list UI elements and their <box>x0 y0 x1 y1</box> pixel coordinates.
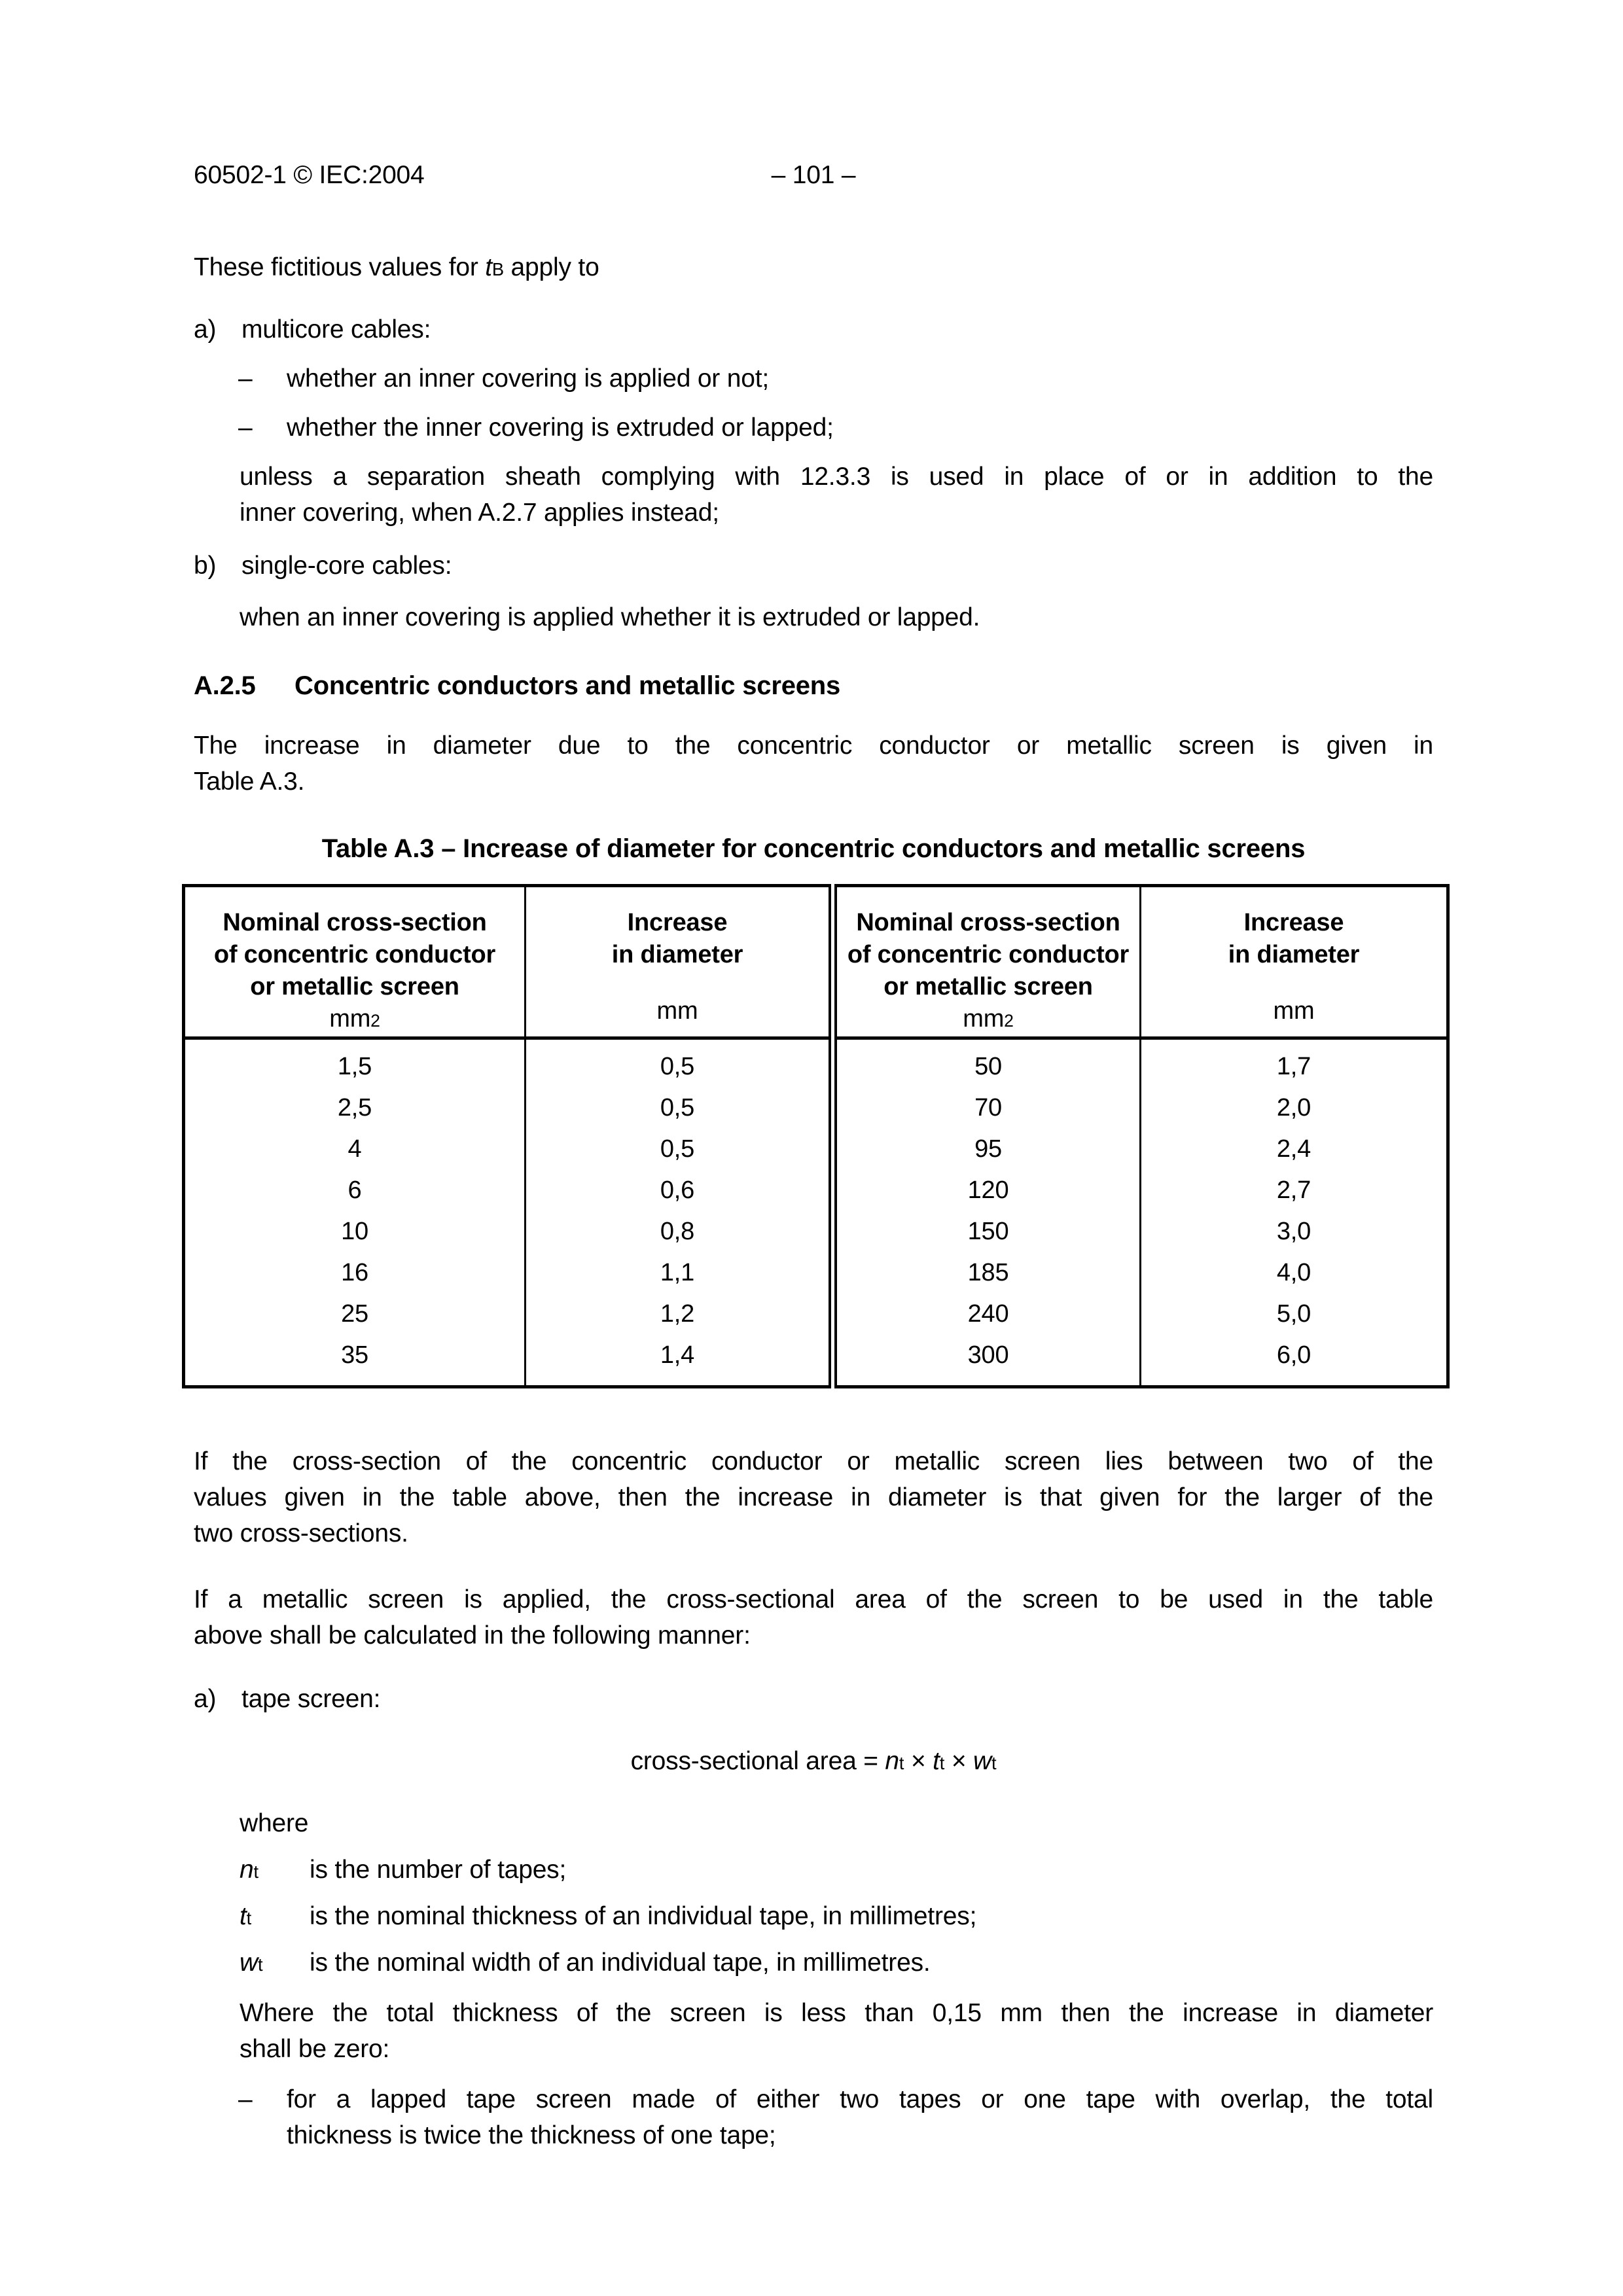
list-b-note: when an inner covering is applied whether it is extruded or lapped. <box>240 603 980 631</box>
cell-cross-section: 50 <box>833 1038 1141 1088</box>
cell-increase: 2,7 <box>1141 1170 1448 1211</box>
table-row <box>184 1294 1448 1335</box>
paragraph-line: If the cross-section of the concentric conductor or metallic screen lies between two of the <box>194 1447 1433 1475</box>
subscript-b: B <box>491 259 504 279</box>
header-line: Nominal cross-section <box>856 909 1120 936</box>
header-line: Increase <box>1243 909 1344 936</box>
cell-cross-section: 240 <box>833 1294 1141 1335</box>
definition-text: is the nominal width of an individual tape, in millimetres. <box>310 1949 931 1977</box>
header-line: in diameter <box>1228 941 1360 968</box>
dash-item-text: whether an inner covering is applied or not; <box>287 364 769 393</box>
header-cell-content <box>185 887 524 1036</box>
intro-paragraph <box>194 249 1433 285</box>
paragraph-total-thickness <box>240 1995 1433 2067</box>
cell-cross-section: 185 <box>833 1252 1141 1294</box>
unit-mm: mm <box>656 997 698 1025</box>
cell-increase: 6,0 <box>1141 1335 1448 1387</box>
header-line: of concentric conductor <box>847 941 1130 968</box>
unit-mm2: $mm^2$ <box>963 1005 1014 1033</box>
paragraph-metallic-screen <box>194 1581 1433 1653</box>
header-cell-content <box>837 887 1139 1036</box>
header-cross-section-right <box>833 886 1141 1038</box>
variable-n-t: $n_t$ <box>885 1747 904 1775</box>
paragraph-line: thickness is twice the thickness of one tape; <box>287 2121 776 2149</box>
table-row <box>184 1252 1448 1294</box>
unit-mm2: $mm^2$ <box>329 1005 380 1033</box>
list-item-a <box>194 311 1433 347</box>
cell-cross-section: 6 <box>348 1176 362 1204</box>
header-cell-content <box>1141 887 1446 1036</box>
paragraph-line: two cross-sections. <box>194 1519 408 1547</box>
paragraph-line: Where the total thickness of the screen is less than 0,15 mm then the increase in diameter <box>240 1999 1433 2027</box>
paragraph-line: shall be zero: <box>240 2035 390 2063</box>
cell-cross-section: 25 <box>341 1300 368 1328</box>
header-increase-left <box>526 886 833 1038</box>
intro-text-post: apply to <box>503 253 599 281</box>
table-row <box>184 1129 1448 1170</box>
cell-increase: 1,2 <box>526 1294 833 1335</box>
list-marker-tape: a) <box>194 1685 217 1713</box>
definition-variable-n-t: $n_t$ <box>240 1856 259 1884</box>
cell-increase: 2,4 <box>1141 1129 1448 1170</box>
multiply-sign: × <box>951 1747 967 1775</box>
paragraph-line: above shall be calculated in the following manner: <box>194 1621 751 1650</box>
table-body <box>184 1038 1448 1387</box>
header-increase-right <box>1141 886 1448 1038</box>
cell-cross-section: 300 <box>833 1335 1141 1387</box>
formula-cross-sectional-area <box>194 1743 1433 1779</box>
page-header <box>194 157 1433 193</box>
dash-item <box>238 361 1433 397</box>
table-row <box>184 1170 1448 1211</box>
cell-increase: 1,7 <box>1141 1038 1448 1088</box>
list-label-a: multicore cables: <box>241 315 431 344</box>
cell-cross-section: 10 <box>341 1218 368 1245</box>
definition-text: is the number of tapes; <box>310 1856 567 1884</box>
table-header-row <box>184 886 1448 1038</box>
definition-variable-w-t: $w_t$ <box>240 1949 263 1977</box>
header-line: or metallic screen <box>250 973 459 1000</box>
section-number: A.2.5 <box>194 671 256 700</box>
intro-text-pre: These fictitious values for <box>194 253 486 281</box>
definition-text: is the nominal thickness of an individual tape, in millimetres; <box>310 1902 977 1930</box>
paragraph-line: The increase in diameter due to the concentric conductor or metallic screen is given in <box>194 732 1433 760</box>
paragraph-line: Table A.3. <box>194 768 305 796</box>
cell-increase: 2,0 <box>1141 1087 1448 1129</box>
table-caption: Table A.3 – Increase of diameter for concentric conductors and metallic screens <box>321 834 1306 863</box>
definition-row <box>240 1898 1433 1934</box>
cell-increase: 1,1 <box>526 1252 833 1294</box>
list-a-note <box>240 459 1433 531</box>
cell-cross-section: 1,5 <box>337 1053 372 1080</box>
dash-item <box>238 410 1433 446</box>
paragraph-line: values given in the table above, then the increase in diameter is that given for the larger of the <box>194 1483 1433 1511</box>
list-marker-b: b) <box>194 552 217 580</box>
table-row <box>184 1211 1448 1252</box>
header-cross-section-left <box>184 886 526 1038</box>
cell-cross-section: 120 <box>833 1170 1141 1211</box>
dash-item-text <box>287 2081 1433 2153</box>
variable-t-t: $t_t$ <box>933 1747 945 1775</box>
page-number: – 101 – <box>771 161 856 189</box>
dash-marker: – <box>238 364 253 393</box>
cell-cross-section: 150 <box>833 1211 1141 1252</box>
section-intro-paragraph <box>194 728 1433 800</box>
header-line: Nominal cross-section <box>223 909 487 936</box>
list-label-tape: tape screen: <box>241 1685 381 1713</box>
paragraph-line: unless a separation sheath complying with 12.3.3 is used in place of or in addition to the <box>240 463 1433 491</box>
cell-cross-section: 4 <box>348 1135 362 1163</box>
cell-increase: 0,6 <box>526 1170 833 1211</box>
header-title <box>612 907 743 971</box>
header-line: in diameter <box>611 941 743 968</box>
table-row <box>184 1087 1448 1129</box>
table-a3 <box>182 884 1450 1388</box>
header-line: of concentric conductor <box>213 941 496 968</box>
header-line: Increase <box>627 909 728 936</box>
section-heading <box>194 668 1433 704</box>
variable-w-t: $w_t$ <box>973 1747 997 1775</box>
header-title <box>847 907 1129 1003</box>
dash-marker: – <box>238 2085 253 2113</box>
cell-increase: 0,5 <box>526 1038 833 1088</box>
header-title <box>214 907 495 1003</box>
cell-cross-section: 35 <box>341 1341 368 1369</box>
cell-cross-section: 16 <box>341 1259 368 1286</box>
list-item-b <box>194 548 1433 584</box>
dash-item-lapped-tape <box>238 2081 1433 2153</box>
list-marker-a: a) <box>194 315 217 344</box>
cell-increase: 1,4 <box>526 1335 833 1387</box>
definition-row <box>240 1852 1433 1888</box>
table-row <box>184 1335 1448 1387</box>
cell-increase: 0,5 <box>526 1087 833 1129</box>
dash-marker: – <box>238 414 253 442</box>
paragraph-between-values <box>194 1443 1433 1551</box>
cell-increase: 5,0 <box>1141 1294 1448 1335</box>
cell-cross-section: 70 <box>833 1087 1141 1129</box>
header-title <box>1228 907 1360 971</box>
unit-mm: mm <box>1273 997 1315 1025</box>
list-item-tape-screen <box>194 1681 1433 1717</box>
definition-row <box>240 1945 1433 1981</box>
header-line: or metallic screen <box>883 973 1093 1000</box>
section-title: Concentric conductors and metallic screens <box>294 671 841 700</box>
cell-cross-section: 2,5 <box>337 1094 372 1122</box>
where-label: where <box>240 1809 309 1837</box>
cell-increase: 0,8 <box>526 1211 833 1252</box>
cell-cross-section: 95 <box>833 1129 1141 1170</box>
cell-increase: 3,0 <box>1141 1211 1448 1252</box>
multiply-sign: × <box>910 1747 926 1775</box>
paragraph-line: for a lapped tape screen made of either two tapes or one tape with overlap, the total <box>287 2085 1433 2113</box>
header-cell-content <box>526 887 829 1036</box>
cell-increase: 4,0 <box>1141 1252 1448 1294</box>
cell-increase: 0,5 <box>526 1129 833 1170</box>
list-label-b: single-core cables: <box>241 552 452 580</box>
formula-lhs: cross-sectional area = <box>630 1747 885 1775</box>
table-row <box>184 1038 1448 1088</box>
paragraph-line: inner covering, when A.2.7 applies instead; <box>240 499 719 527</box>
dash-item-text: whether the inner covering is extruded or lapped; <box>287 414 834 442</box>
variable-t-b: $t_B$ <box>485 253 504 281</box>
table-header <box>184 886 1448 1038</box>
paragraph-line: If a metallic screen is applied, the cross-sectional area of the screen to be used in the table <box>194 1585 1433 1614</box>
document-reference: 60502-1 © IEC:2004 <box>194 161 425 189</box>
definition-variable-t-t: $t_t$ <box>240 1902 252 1930</box>
